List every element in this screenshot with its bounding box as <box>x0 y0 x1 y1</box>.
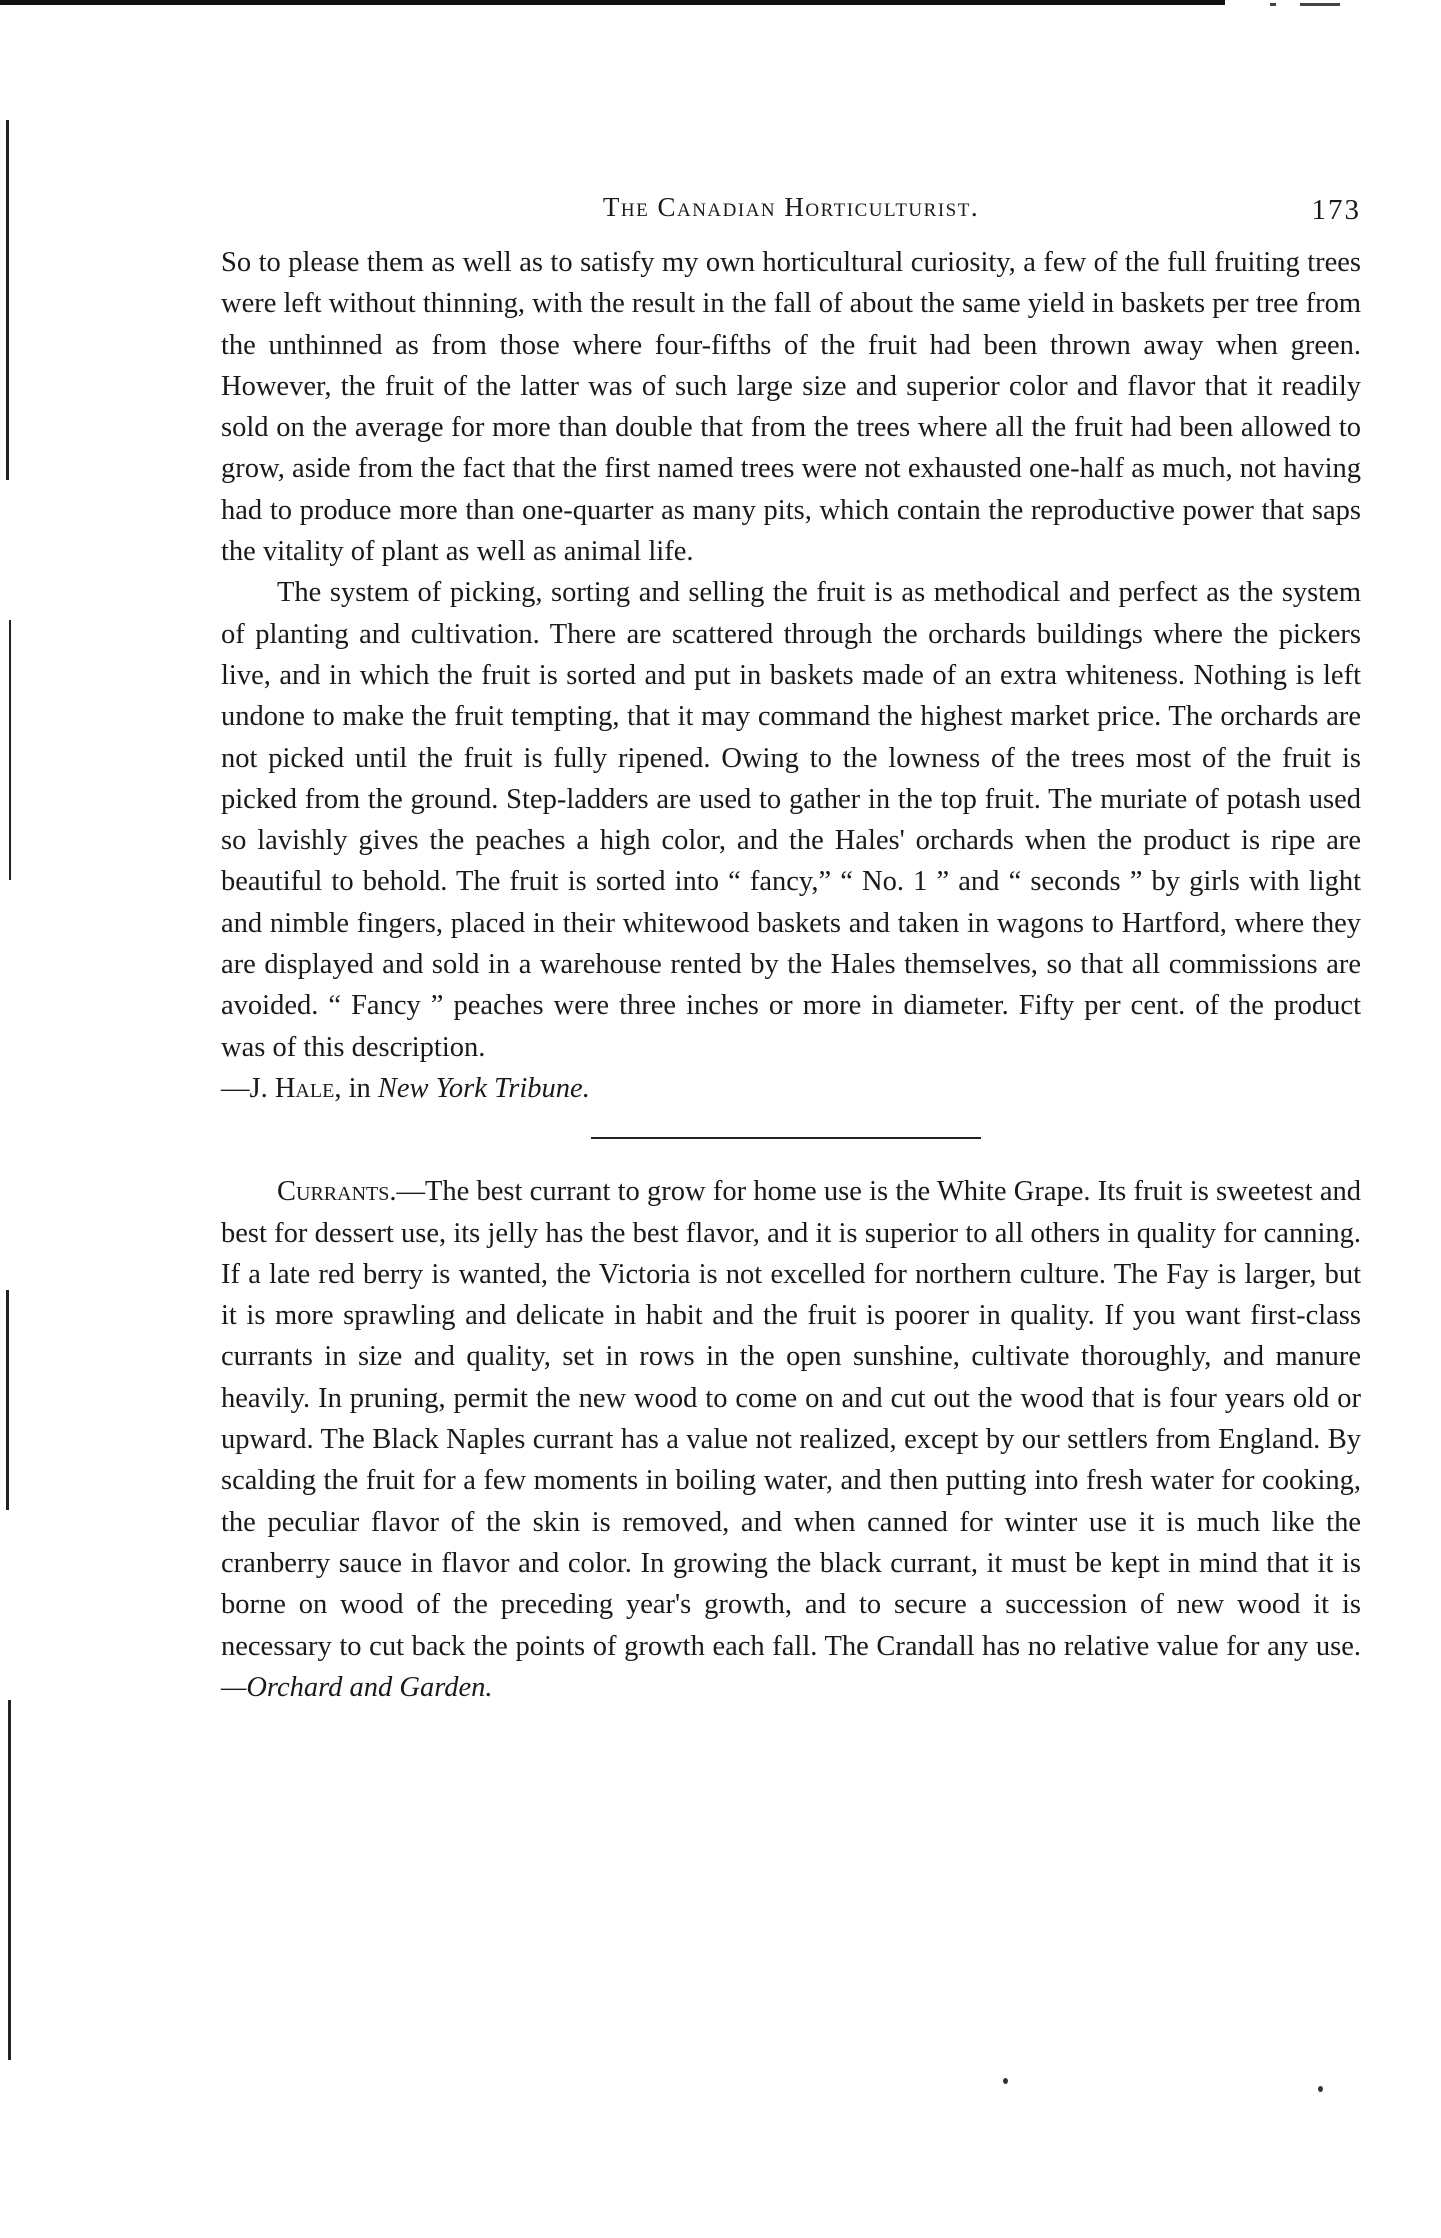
currants-heading: Currants. <box>277 1176 397 1208</box>
left-scan-edge <box>9 620 11 880</box>
paragraph-picking-system <box>221 572 1361 1109</box>
section-divider <box>591 1137 981 1139</box>
running-title: The Canadian Horticulturist. <box>602 192 980 222</box>
article-peach-orchards <box>221 242 1361 1109</box>
byline-source: New York Tribune. <box>377 1072 590 1104</box>
left-scan-edge <box>6 120 9 480</box>
running-head <box>221 188 1361 228</box>
paragraph-currants <box>221 1171 1361 1708</box>
top-border-rule <box>0 0 1225 5</box>
ink-speck <box>1003 2078 1008 2084</box>
paragraph-thinning: So to please them as well as to satisfy my own horticultural curiosity, a few of the full fruiting trees were left without thinning, with the result in the fall of about the same yield in baskets per tree from the unthinned as from those where four-fifths of the fruit had been thrown away when green. However, the fruit of the latter was of such large size and superior color and flavor that it readily sold on the average for more than double that from the trees where all the fruit had been allowed to grow, aside from the fact that the first named trees were not exhausted one-half as much, not having had to produce more than one-quarter as many pits, which contain the reproductive power that saps the vitality of plant as well as animal life. <box>221 247 1361 568</box>
page-content <box>221 188 1361 1708</box>
byline <box>221 1073 590 1104</box>
byline-in: , in <box>334 1072 378 1104</box>
byline-author: Hale <box>274 1072 335 1104</box>
left-scan-edge <box>6 1290 9 1510</box>
currants-body: —The best currant to grow for home use is the White Grape. Its fruit is sweetest and best for dessert use, its jelly has the best flavor, and it is superior to all others in quality for canning. If a late red berry is wanted, the Victoria is not excelled for northern culture. The Fay is larger, but it is more sprawling and delicate in habit and the fruit is poorer in quality. If you want first-class currants in size and quality, set in rows in the open sunshine, cultivate thoroughly, and manure heavily. In pruning, permit the new wood to come on and cut out the wood that is four years old or upward. The Black Naples currant has a value not realized, except by our settlers from England. By scalding the fruit for a few moments in boiling water, and then putting into fresh water for cooking, the peculiar flavor of the skin is removed, and when canned for winter use it is much like the cranberry sauce in flavor and color. In growing the black currant, it must be kept in mind that it is borne on wood of the preceding year's growth, and to secure a succession of new wood it is necessary to cut back the points of growth each fall. The Crandall has no relative value for any use. <box>221 1176 1361 1662</box>
left-scan-edge <box>8 1700 11 2060</box>
byline-prefix: —J. <box>221 1072 275 1104</box>
top-border-fragment <box>1300 3 1340 6</box>
ink-speck <box>1318 2086 1323 2092</box>
currants-source: —Orchard and Garden. <box>221 1671 493 1703</box>
top-border-fragment <box>1270 3 1276 6</box>
paragraph-picking-text: The system of picking, sorting and selling the fruit is as methodical and perfect as the system of planting and cultivation. There are scattered through the orchards buildings where the pickers live, and in which the fruit is sorted and put in baskets made of an extra whiteness. Nothing is left undone to make the fruit tempting, that it may command the highest market price. The orchards are not picked until the fruit is fully ripened. Owing to the lowness of the trees most of the fruit is picked from the ground. Step-ladders are used to gather in the top fruit. The muriate of potash used so lavishly gives the peaches a high color, and the Hales' orchards when the product is ripe are beautiful to behold. The fruit is sorted into “ fancy,” “ No. 1 ” and “ seconds ” by girls with light and nimble fingers, placed in their whitewood baskets and taken in wagons to Hartford, where they are displayed and sold in a warehouse rented by the Hales themselves, so that all commissions are avoided. “ Fancy ” peaches were three inches or more in diameter. Fifty per cent. of the product was of this description. <box>221 577 1361 1063</box>
page-number: 173 <box>1311 194 1361 226</box>
article-currants <box>221 1171 1361 1708</box>
